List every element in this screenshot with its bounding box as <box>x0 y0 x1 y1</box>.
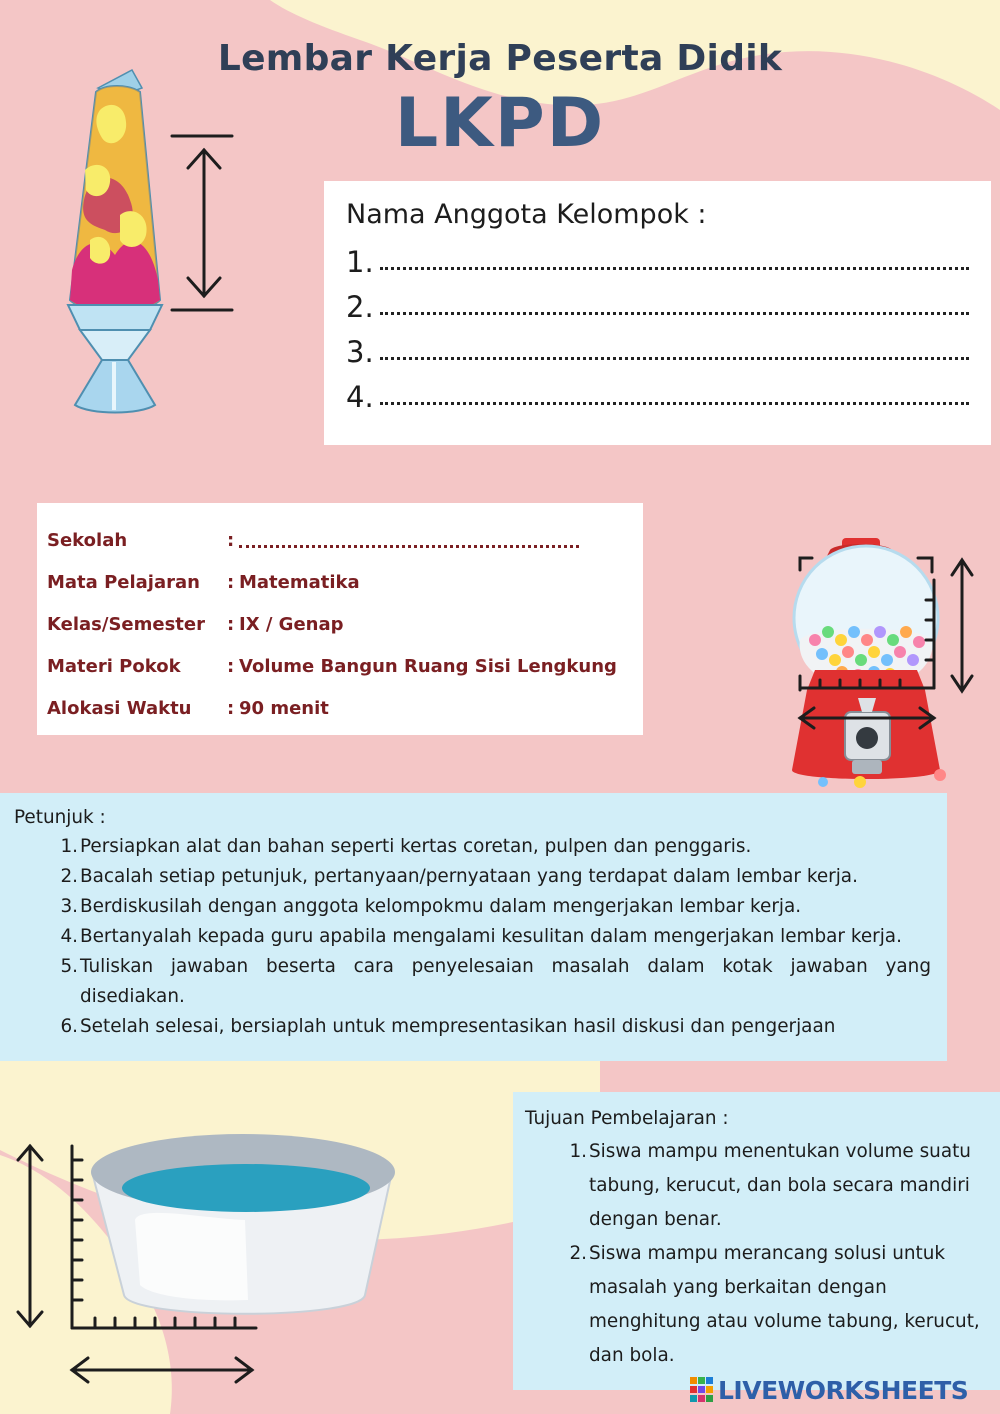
subtitle: Lembar Kerja Peserta Didik <box>217 38 783 79</box>
info-value: Matematika <box>239 571 360 593</box>
member-row <box>346 279 969 324</box>
info-label: Sekolah <box>47 529 128 551</box>
list-number: 2. <box>60 866 78 887</box>
list-text: Siswa mampu menentukan volume suatu tabung, kerucut, dan bola secara mandiri dengan benar. <box>589 1141 971 1230</box>
school-name-line[interactable] <box>239 533 579 548</box>
member-number: 3. <box>346 335 374 369</box>
list-number: 3. <box>60 896 78 917</box>
info-label: Materi Pokok <box>47 655 181 677</box>
member-row <box>346 369 969 414</box>
learning-goals-panel <box>513 1092 1000 1390</box>
liveworksheets-brand[interactable] <box>690 1374 968 1406</box>
list-item <box>14 922 931 952</box>
info-label: Alokasi Waktu <box>47 697 192 719</box>
page-title: LKPD <box>394 84 606 163</box>
member-number: 2. <box>346 290 374 324</box>
lesson-info-box <box>37 503 643 735</box>
info-separator: : <box>227 613 235 635</box>
list-number: 1. <box>60 836 78 857</box>
member-name-line[interactable] <box>380 267 969 270</box>
gumball-machine-illustration <box>792 538 946 788</box>
list-text: Bertanyalah kepada guru apabila mengalami kesulitan dalam mengerjakan lembar kerja. <box>80 926 902 947</box>
member-name-line[interactable] <box>380 402 969 405</box>
info-row-kelas-semester <box>47 603 643 645</box>
info-value: IX / Genap <box>239 613 344 635</box>
list-text: Bacalah setiap petunjuk, pertanyaan/pernyataan yang terdapat dalam lembar kerja. <box>80 866 858 887</box>
liveworksheets-logo-icon <box>690 1377 714 1403</box>
info-label: Kelas/Semester <box>47 613 205 635</box>
info-value: Volume Bangun Ruang Sisi Lengkung <box>239 655 617 677</box>
instructions-list <box>14 832 931 1042</box>
list-text: Setelah selesai, bersiaplah untuk mempresentasikan hasil diskusi dan pengerjaan <box>80 1016 836 1037</box>
info-separator: : <box>227 571 235 593</box>
list-item <box>14 1012 931 1042</box>
info-label: Mata Pelajaran <box>47 571 200 593</box>
list-item <box>14 862 931 892</box>
learning-goals-heading: Tujuan Pembelajaran : <box>525 1108 729 1129</box>
instructions-heading: Petunjuk : <box>14 807 106 828</box>
info-separator: : <box>227 655 235 677</box>
list-text: Persiapkan alat dan bahan seperti kertas coretan, pulpen dan penggaris. <box>80 836 752 857</box>
info-row-mata-pelajaran <box>47 561 643 603</box>
info-row-sekolah <box>47 519 643 561</box>
list-item <box>14 832 931 862</box>
member-row <box>346 234 969 279</box>
list-item <box>525 1135 986 1237</box>
list-number: 1. <box>569 1141 587 1162</box>
liveworksheets-brand-text: LIVEWORKSHEETS <box>718 1375 969 1405</box>
info-row-alokasi-waktu <box>47 687 643 729</box>
member-name-line[interactable] <box>380 357 969 360</box>
group-members-box <box>324 181 991 445</box>
list-number: 4. <box>60 926 78 947</box>
info-value: 90 menit <box>239 697 329 719</box>
list-text: Siswa mampu merancang solusi untuk masalah yang berkaitan dengan menghitung atau volume tabung, kerucut, dan bola. <box>589 1243 980 1366</box>
list-number: 2. <box>569 1243 587 1264</box>
member-number: 4. <box>346 380 374 414</box>
member-number: 1. <box>346 245 374 279</box>
info-separator: : <box>227 697 235 719</box>
member-name-line[interactable] <box>380 312 969 315</box>
learning-goals-list <box>525 1135 986 1373</box>
info-row-materi-pokok <box>47 645 643 687</box>
instructions-panel <box>0 793 947 1061</box>
member-row <box>346 324 969 369</box>
list-item <box>525 1237 986 1373</box>
list-number: 5. <box>60 956 78 977</box>
info-separator: : <box>227 529 235 551</box>
list-number: 6. <box>60 1016 78 1037</box>
list-item <box>14 952 931 1012</box>
list-text: Berdiskusilah dengan anggota kelompokmu dalam mengerjakan lembar kerja. <box>80 896 802 917</box>
group-members-heading: Nama Anggota Kelompok : <box>346 199 707 230</box>
bowl-illustration <box>91 1134 395 1314</box>
list-text: Tuliskan jawaban beserta cara penyelesaian masalah dalam kotak jawaban yang disediakan. <box>80 956 931 1007</box>
list-item <box>14 892 931 922</box>
